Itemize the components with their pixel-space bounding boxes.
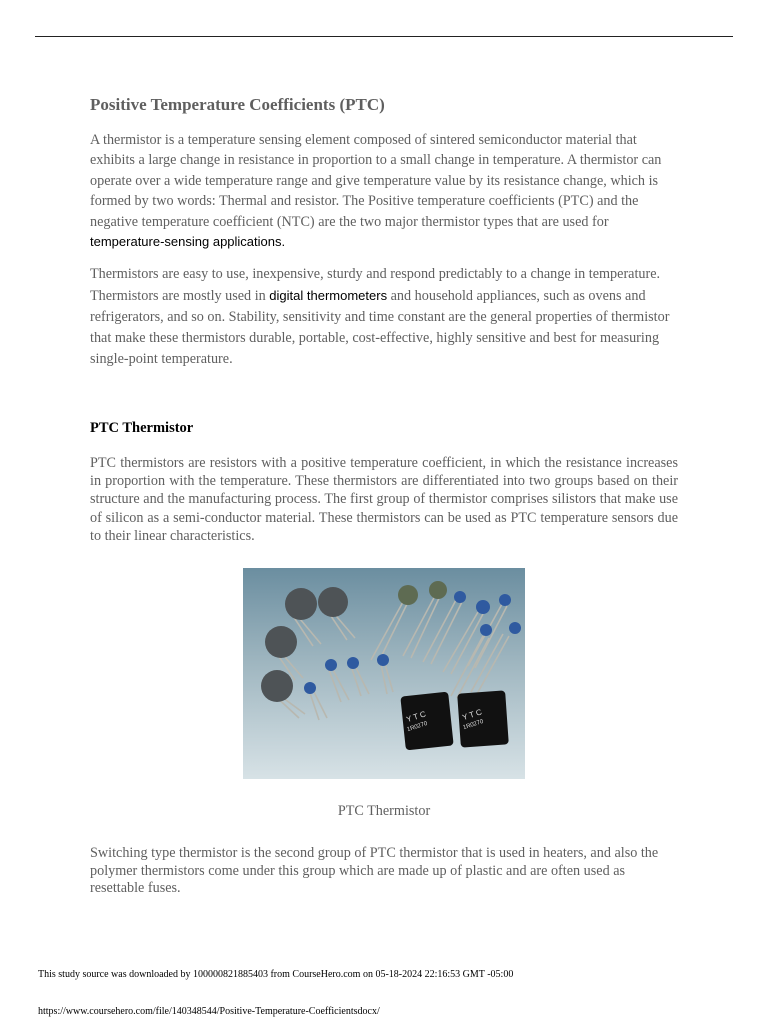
svg-text:Y T C: Y T C (405, 709, 428, 725)
paragraph-uses-text-b: and household appliances, such as ovens and refrigerators, and so on. Stability, sensitivity and time constant are the general properties of thermistor that make these thermistors durable, portable, cost-effective, highly sensitive and best for measuring single-point temperature. (90, 288, 670, 368)
paragraph-uses-text-a: Thermistors are easy to use, inexpensive, sturdy and respond predictably to a change in temperature. Thermistors are mostly used in (90, 266, 661, 305)
paragraph-intro (90, 130, 678, 252)
header-rule (35, 36, 733, 37)
download-note: This study source was downloaded by 100000821885403 from CourseHero.com on 05-18-2024 22:16:53 GMT -05:00 (38, 969, 514, 980)
section-heading: PTC Thermistor (90, 420, 194, 436)
paragraph-intro-text: A thermistor is a temperature sensing element composed of sintered semiconductor material that exhibits a large change in resistance in proportion to a small change in temperature. A thermistor can operate over a wide temperature range and give temperature value by its resistance change, which is formed by two words: Thermal and resistor. The Positive temperature coefficients (PTC) and the negative temperature coefficient (NTC) are the two major thermistor types that are used for (90, 132, 662, 230)
link-digital-thermometers[interactable]: digital thermometers (269, 288, 388, 304)
svg-text:1R0270: 1R0270 (406, 720, 429, 734)
black-thermistor-left (400, 692, 453, 751)
page-title: Positive Temperature Coefficients (PTC) (90, 95, 385, 114)
thermistor-illustration (243, 568, 525, 779)
source-url[interactable]: https://www.coursehero.com/file/140348544/Positive-Temperature-Coefficientsdocx/ (38, 1006, 380, 1017)
paragraph-switching: Switching type thermistor is the second group of PTC thermistor that is used in heaters, and also the polymer thermistors come under this group which are made up of plastic and are often used as resettable fuses. (90, 845, 659, 897)
article-body (90, 94, 678, 370)
svg-text:Y T C: Y T C (461, 707, 484, 723)
black-thermistor-right (457, 690, 509, 747)
svg-text:1R0270: 1R0270 (462, 718, 485, 732)
figure-caption: PTC Thermistor (337, 803, 431, 819)
paragraph-uses (90, 264, 678, 370)
link-temperature-sensing[interactable]: temperature-sensing applications. (90, 234, 286, 250)
paragraph-ptc: PTC thermistors are resistors with a positive temperature coefficient, in which the resistance increases in proportion with the temperature. These thermistors are differentiated into two groups based on their structure and the manufacturing process. The first group of thermistor comprises silistors that make use of silicon as a semi-conductor material. These thermistors can be used as PTC temperature sensors due to their linear characteristics. (90, 455, 678, 544)
thermistor-photo (243, 568, 525, 779)
